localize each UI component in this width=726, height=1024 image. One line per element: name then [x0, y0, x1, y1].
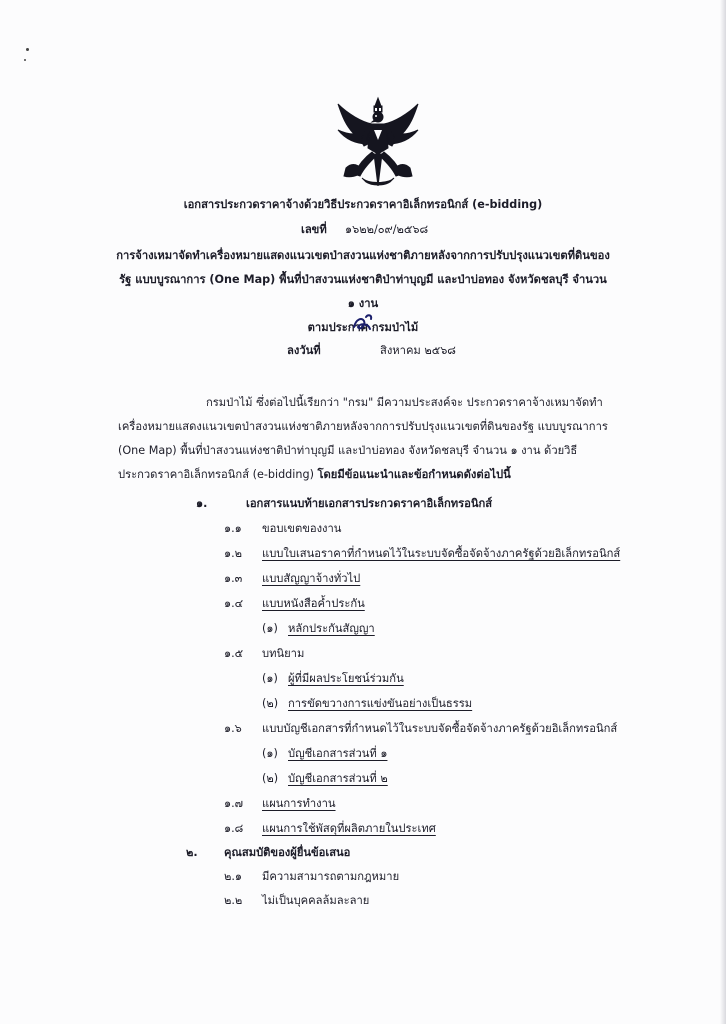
item-number: ๑.๗	[224, 797, 244, 810]
item-label: ขอบเขตของงาน	[262, 522, 342, 535]
section-number: ๑.	[196, 497, 208, 510]
item-label: แบบสัญญาจ้างทั่วไป	[262, 572, 361, 585]
subject-line: การจ้างเหมาจัดทำเครื่องหมายแสดงแนวเขตป่าสงวนแห่งชาติภายหลังจากการปรับปรุงแนวเขตที่ดินของ	[116, 249, 610, 262]
scan-speck	[26, 48, 29, 51]
section-title: คุณสมบัติของผู้ยื่นข้อเสนอ	[224, 846, 351, 859]
intro-line: กรมป่าไม้ ซึ่งต่อไปนี้เรียกว่า "กรม" มีความประสงค์จะ ประกวดราคาจ้างเหมาจัดทำ	[206, 396, 603, 409]
item-number: ๑.๒	[224, 547, 243, 560]
item-number: ๑.๖	[224, 722, 242, 735]
item-label: แบบบัญชีเอกสารที่กำหนดไว้ในระบบจัดซื้อจัดจ้างภาครัฐด้วยอิเล็กทรอนิกส์	[262, 722, 618, 735]
subitem-number: (๒)	[262, 697, 279, 710]
item-number: ๑.๘	[224, 822, 244, 835]
section-number: ๒.	[186, 846, 198, 859]
subitem-label: การขัดขวางการแข่งขันอย่างเป็นธรรม	[288, 697, 473, 710]
subitem-label: ผู้ที่มีผลประโยชน์ร่วมกัน	[288, 672, 404, 685]
intro-line: เครื่องหมายแสดงแนวเขตป่าสงวนแห่งชาติภายหลังจากการปรับปรุงแนวเขตที่ดินของรัฐ แบบบูรณาการ	[118, 420, 608, 433]
handwritten-day-mark	[350, 313, 374, 335]
date-value: สิงหาคม ๒๕๖๘	[380, 344, 456, 357]
item-label: แบบหนังสือค้ำประกัน	[262, 597, 365, 610]
subitem-number: (๑)	[262, 747, 278, 760]
item-label: แผนการใช้พัสดุที่ผลิตภายในประเทศ	[262, 822, 436, 835]
item-label: มีความสามารถตามกฎหมาย	[262, 870, 400, 883]
scan-edge-shadow	[720, 0, 726, 1024]
item-label: ไม่เป็นบุคคลล้มละลาย	[262, 894, 370, 907]
scan-speck	[24, 59, 26, 61]
item-number: ๑.๔	[224, 597, 244, 610]
subject-line: ๑ งาน	[347, 297, 379, 310]
date-label: ลงวันที่	[287, 344, 321, 357]
item-number: ๑.๕	[224, 647, 244, 660]
document-number-label: เลขที่	[301, 223, 327, 236]
item-number: ๑.๓	[224, 572, 243, 585]
item-label: แผนการทำงาน	[262, 797, 336, 810]
subitem-number: (๑)	[262, 622, 278, 635]
subitem-number: (๑)	[262, 672, 278, 685]
document-title: เอกสารประกวดราคาจ้างด้วยวิธีประกวดราคาอิเล็กทรอนิกส์ (e-bidding)	[183, 198, 543, 211]
section-title: เอกสารแนบท้ายเอกสารประกวดราคาอิเล็กทรอนิกส์	[246, 497, 493, 510]
intro-last-normal: ประกวดราคาอิเล็กทรอนิกส์ (e-bidding)	[118, 468, 318, 481]
document-number-value: ๑๖๒๒/๐๙/๒๕๖๘	[345, 223, 429, 236]
item-number: ๒.๑	[224, 870, 243, 883]
announcement-line: ตามประกาศ กรมป่าไม้	[307, 321, 419, 334]
intro-line: (One Map) พื้นที่ป่าสงวนแห่งชาติป่าท่าบุญมี และป่าบ่อทอง จังหวัดชลบุรี จำนวน ๑ งาน ด้วยวิธี	[118, 444, 578, 457]
intro-line	[118, 467, 511, 483]
intro-last-bold: โดยมีข้อแนะนำและข้อกำหนดดังต่อไปนี้	[317, 468, 511, 481]
subitem-label: หลักประกันสัญญา	[288, 622, 375, 635]
subitem-label: บัญชีเอกสารส่วนที่ ๒	[288, 772, 388, 785]
item-label: บทนิยาม	[262, 647, 305, 660]
subitem-label: บัญชีเอกสารส่วนที่ ๑	[288, 747, 388, 760]
subitem-number: (๒)	[262, 772, 279, 785]
item-number: ๑.๑	[224, 522, 242, 535]
garuda-emblem-icon	[332, 96, 424, 188]
subject-line: รัฐ แบบบูรณาการ (One Map) พื้นที่ป่าสงวนแห่งชาติป่าท่าบุญมี และป่าบ่อทอง จังหวัดชลบุรี จำนวน	[119, 273, 607, 286]
item-number: ๒.๒	[224, 894, 243, 907]
item-label: แบบใบเสนอราคาที่กำหนดไว้ในระบบจัดซื้อจัดจ้างภาครัฐด้วยอิเล็กทรอนิกส์	[262, 547, 621, 560]
